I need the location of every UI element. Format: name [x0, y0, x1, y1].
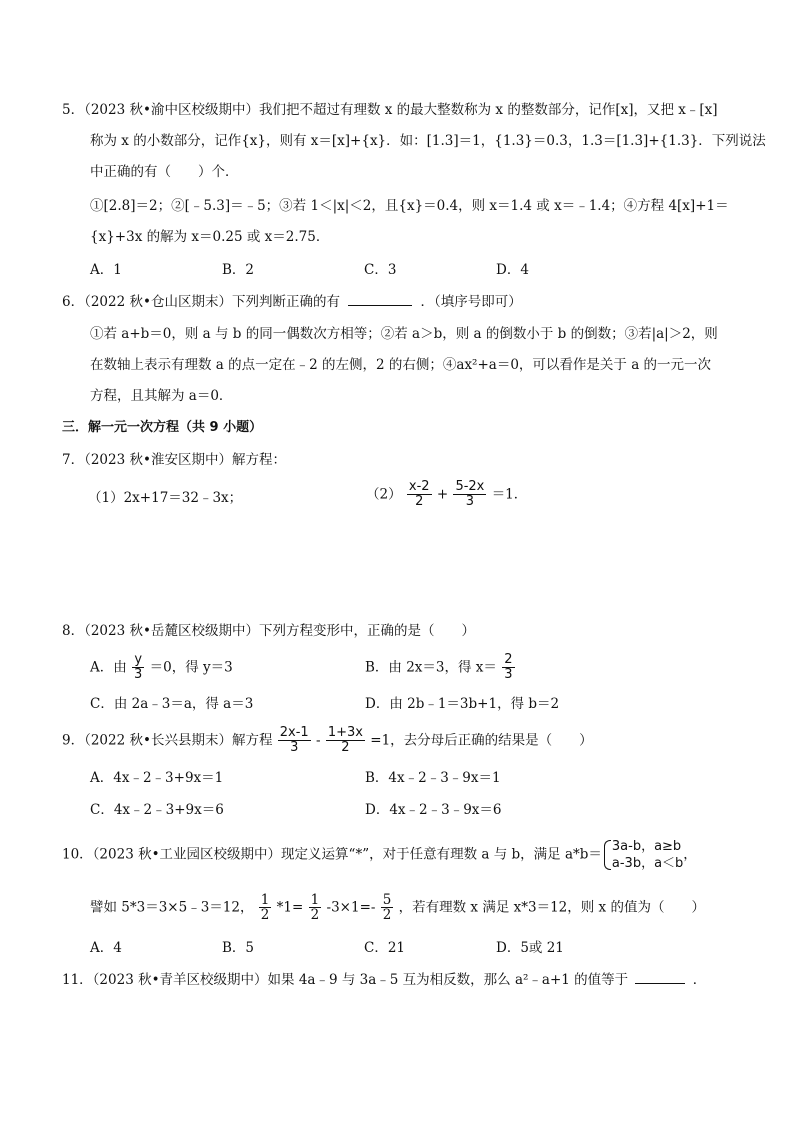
answer-blank[interactable]	[635, 983, 685, 984]
punctuation: ．	[692, 972, 707, 988]
q8-stem: 8．（2023 秋•岳麓区校级期中）下列方程变形中，正确的是（ ）	[62, 623, 475, 639]
q5-option-d: D．4	[496, 262, 529, 278]
piecewise-case-1: 3a-b，a≥b	[611, 839, 682, 854]
q7-part-2	[366, 480, 527, 509]
denominator: 2	[382, 907, 392, 923]
q11-stem-text: 11．（2023 秋•青羊区校级期中）如果 4a﹣9 与 3a﹣5 互为相反数，那么 a²﹣a+1 的值等于	[62, 972, 629, 988]
q8-option-a	[90, 653, 233, 682]
fraction	[407, 480, 432, 509]
example-text: -3×1=-	[326, 899, 376, 916]
q6-stem-tail: ．（填序号即可）	[420, 294, 522, 310]
denominator: 3	[465, 494, 475, 509]
numerator: 1	[310, 892, 320, 908]
section-heading: 三．解一元一次方程（共 9 小题）	[62, 420, 263, 435]
denominator: 3	[290, 740, 299, 755]
numerator: 1+3x	[327, 725, 363, 740]
equation-tail: ＝1．	[491, 486, 528, 503]
fraction	[502, 653, 514, 682]
q10-option-a: A．4	[90, 940, 122, 956]
q5-option-b: B．2	[222, 262, 255, 278]
q10-stem	[62, 838, 697, 872]
q8-option-b	[365, 653, 516, 682]
q5-option-c: C．3	[364, 262, 397, 278]
q9-stem	[62, 726, 593, 755]
fraction	[132, 653, 144, 682]
q5-line-5: {x}+3x 的解为 x＝0.25 或 x＝2.75．	[90, 229, 330, 245]
q5-line-2: 称为 x 的小数部分，记作{x}，则有 x＝[x]+{x}．如：[1.3]＝1，{1.3}＝0.3，1.3＝[1.3]+{1.3}．下列说法	[90, 133, 766, 149]
numerator: 5-2x	[455, 479, 485, 494]
q7-stem: 7．（2023 秋•淮安区期中）解方程：	[62, 452, 286, 468]
denominator: 2	[260, 907, 270, 923]
denominator: 2	[415, 494, 424, 509]
q6-line-2: ①若 a+b＝0，则 a 与 b 的同一偶数次方相等；②若 a＞b，则 a 的倒数小于 b 的倒数；③若|a|＞2，则	[90, 326, 718, 342]
q10-option-d: D．5或 21	[496, 940, 564, 956]
numerator: 5	[382, 892, 392, 908]
q8-option-d: D．由 2b﹣1＝3b+1，得 b＝2	[365, 696, 560, 712]
q7-part-2-label: （2）	[366, 486, 402, 503]
fraction	[259, 893, 272, 922]
denominator: 3	[134, 667, 143, 682]
q9-option-a: A．4x﹣2﹣3+9x＝1	[90, 770, 224, 786]
q11-stem	[62, 970, 706, 990]
q6-line-3: 在数轴上表示有理数 a 的点一定在﹣2 的左侧，2 的右侧；④ax²+a＝0，可以看作是关于 a 的一元一次	[90, 357, 712, 373]
operator: +	[436, 486, 449, 503]
numerator: 2x-1	[279, 725, 309, 740]
punctuation: ，	[683, 846, 697, 863]
q10-option-b: B．5	[222, 940, 255, 956]
numerator: 2	[504, 652, 513, 667]
q7-part-1: （1）2x+17＝32﹣3x；	[88, 490, 243, 506]
q9-stem-text: 9．（2022 秋•长兴县期末）解方程	[62, 732, 273, 749]
q9-option-c: C．4x﹣2﹣3+9x＝6	[90, 802, 224, 818]
denominator: 3	[504, 667, 513, 682]
q10-question-text: ，若有理数 x 满足 x*3＝12，则 x 的值为（ ）	[398, 899, 705, 916]
q10-option-c: C．21	[364, 940, 406, 956]
q6-stem: 6．（2022 秋•仓山区期末）下列判断正确的有	[62, 294, 340, 310]
q5-line-1: 5．（2023 秋•渝中区校级期中）我们把不超过有理数 x 的最大整数称为 x 的整数部分，记作[x]，又把 x﹣[x]	[62, 102, 718, 118]
q6-line-1	[62, 292, 522, 312]
piecewise-case-2: a-3b，a＜b	[611, 856, 684, 871]
q10-line-2	[90, 893, 705, 922]
denominator: 2	[310, 907, 320, 923]
option-text: ＝0，得 y＝3	[149, 659, 233, 676]
q5-line-3: 中正确的有（ ）个．	[90, 164, 239, 180]
option-text: B．由 2x＝3，得 x＝	[365, 659, 497, 676]
q6-line-4: 方程，且其解为 a＝0．	[90, 388, 233, 404]
fraction	[326, 726, 365, 755]
numerator: y	[132, 653, 144, 668]
fraction	[309, 893, 322, 922]
q5-option-a: A．1	[90, 262, 122, 278]
numerator: 1	[260, 892, 270, 908]
numerator: x-2	[408, 479, 430, 494]
answer-blank[interactable]	[348, 305, 412, 306]
q9-stem-tail: =1，去分母后正确的结果是（ ）	[370, 732, 593, 749]
piecewise-definition	[602, 838, 683, 872]
denominator: 2	[341, 740, 350, 755]
q5-line-4: ①[2.8]＝2；②[﹣5.3]＝﹣5；③若 1＜|x|＜2，且{x}＝0.4，则 x＝1.4 或 x＝﹣1.4；④方程 4[x]+1＝	[90, 198, 729, 214]
q9-option-b: B．4x﹣2﹣3﹣9x＝1	[365, 770, 501, 786]
example-text: *1=	[276, 899, 304, 916]
example-text: 譬如 5*3＝3×5﹣3＝12，	[90, 899, 254, 916]
q10-stem-text: 10．（2023 秋•工业园区校级期中）现定义运算“*”，对于任意有理数 a 与 b，满足 a*b＝	[62, 846, 602, 863]
fraction	[453, 480, 486, 509]
q9-option-d: D．4x﹣2﹣3﹣9x＝6	[365, 802, 502, 818]
fraction	[278, 726, 311, 755]
q8-option-c: C．由 2a﹣3＝a，得 a＝3	[90, 696, 254, 712]
fraction	[381, 893, 394, 922]
operator: -	[315, 732, 321, 749]
option-text: A．由	[90, 659, 127, 676]
